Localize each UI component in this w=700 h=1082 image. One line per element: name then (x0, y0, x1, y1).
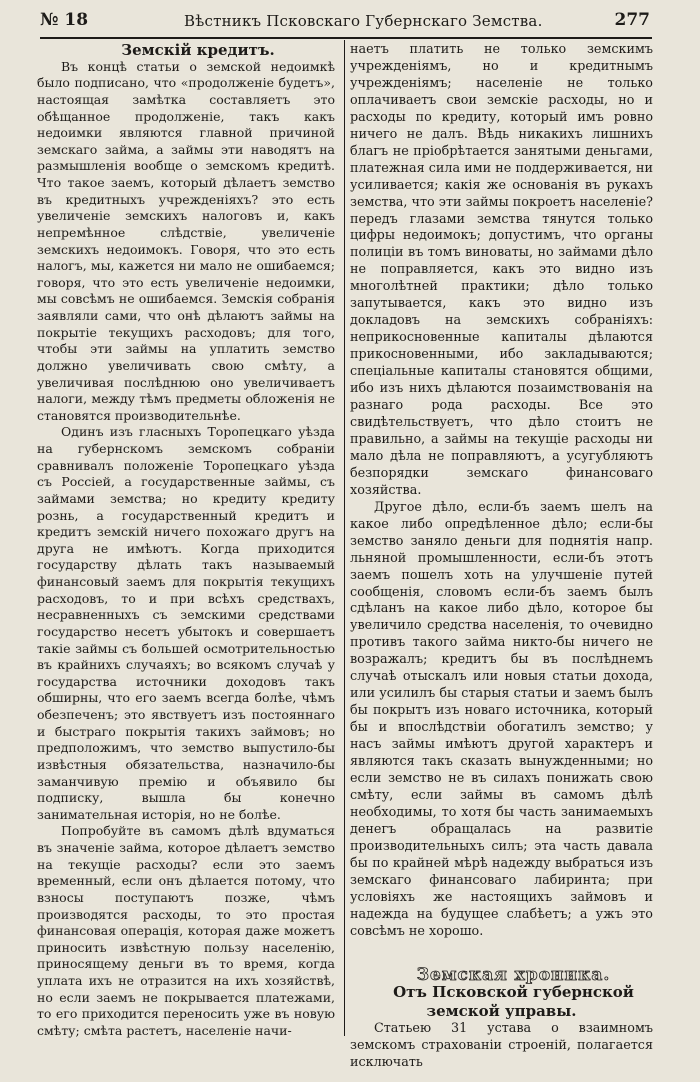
article-paragraph: Другое дѣло, если-бъ заемъ шелъ на какое либо опредѣленное дѣло; если-бы земство заняло деньги для поднятія напр. льняной промышленности, если-бъ этотъ заемъ пошелъ хоть на улучшеніе путей сообщенія, словомъ если-бъ заемъ былъ сдѣланъ на какое либо дѣло, которое бы увеличило средства населенія, то очевидно противъ такого займа никто-бы ничего не возражалъ; кредитъ бы въ послѣднемъ случаѣ отыскалъ или новыя статьи дохода, или усилилъ бы старыя статьи и заемъ былъ бы покрытъ изъ новаго источника, который бы и впослѣдствіи обогатилъ земство; у насъ займы имѣютъ другой характеръ и являются такъ сказать вынужденными; но если земство не въ силахъ понижать свою смѣту, если займы въ самомъ дѣлѣ необходимы, то хотя бы часть занимаемыхъ денегъ обращалась на развитіе производительныхъ силъ; эта часть давала бы по крайней мѣрѣ надежду выбраться изъ земскаго финансоваго лабиринта; при условіяхъ же настоящихъ займовъ и надежда на будущее слабѣетъ; а ужъ это совсѣмъ не хорошо. (350, 499, 653, 939)
article-paragraph: Статьею 31 устава о взаимномъ земскомъ страхованіи строеній, полагается исключать (350, 1021, 653, 1071)
page-number: 277 (614, 10, 650, 30)
journal-title: Вѣстникъ Псковскаго Губернскаго Земства. (184, 12, 543, 30)
article-paragraph: Попробуйте въ самомъ дѣлѣ вдуматься въ значеніе займа, которое дѣлаетъ земство на текущіе расходы? если это заемъ временный, если онъ дѣлается потому, что взносы поступаютъ позже, чѣмъ производятся расходы, то это простая финансовая операція, которая даже можетъ приносить извѣстную пользу населенію, приносящему деньги въ то время, когда уплата ихъ не отразится на ихъ хозяйствѣ, но если заемъ не покрывается платежами, то его приходится переносить уже въ новую смѣту; смѣта растетъ, населеніе начи- (37, 823, 335, 1038)
section-gap (350, 941, 653, 967)
article-title: Земскій кредитъ. (121, 41, 275, 59)
right-column (350, 42, 653, 1072)
header-rule (40, 37, 652, 39)
article-paragraph: Одинъ изъ гласныхъ Торопецкаго уѣзда на губернскомъ земскомъ собраніи сравнивалъ положеніе Торопецкаго уѣзда съ Россіей, а государственные займы, съ займами земства; но кредиту кредиту рознь, а государственный кредитъ и кредитъ земскій ничего похожаго другъ на друга не имѣютъ. Когда приходится государству дѣлать такъ называемый финансовый заемъ для покрытія текущихъ расходовъ, то и при всѣхъ средствахъ, несравненныхъ съ земскими средствами государство несетъ убытокъ и совершаетъ такіе займы съ большей осмотрительностью въ крайнихъ случаяхъ; во всякомъ случаѣ у государства источники доходовъ такъ обширны, что его заемъ всегда болѣе, чѣмъ обезпеченъ; это явствуетъ изъ постояннаго и быстраго покрытія такихъ займовъ; но предположимъ, что земство выпустило-бы извѣстныя обязательства, назначило-бы заманчивую премію и объявило бы подписку, вышла бы конечно занимательная исторія, но не болѣе. (37, 424, 335, 822)
article-paragraph: наетъ платить не только земскимъ учрежденіямъ, но и кредитнымъ учрежденіямъ; населеніе не только оплачиваетъ свои земскіе расходы, но и расходы по кредиту, который имъ ровно ничего не далъ. Вѣдь никакихъ лишнихъ благъ не пріобрѣтается занятыми деньгами, платежная сила ими не поддерживается, ни усиливается; какія же основанія въ рукахъ земства, что эти займы покроетъ населеніе? передъ глазами земства тянутся только цифры недоимокъ; допустимъ, что органы полиціи въ томъ виноваты, но займами дѣло не поправляется, какъ это видно изъ многолѣтней практики; дѣло только запутывается, какъ это видно изъ докладовъ на земскихъ собраніяхъ: неприкосновенные капиталы дѣлаются прикосновенными, ибо закладываются; спеціальные капиталы становятся общими, ибо изъ нихъ дѣлаются позаимствованія на разнаго рода расходы. Все это свидѣтельствуетъ, что дѣло стоитъ не правильно, а займы на текущіе расходы ни мало дѣла не поправляютъ, а усугубляютъ безпорядки земскаго финансоваго хозяйства. (350, 42, 653, 498)
left-column (37, 42, 335, 1040)
column-divider (344, 40, 345, 1036)
chronicle-subheading: Отъ Псковской губернской земской управы. (393, 983, 634, 1021)
article-paragraph: Въ концѣ статьи о земской недоимкѣ было подписано, что «продолженіе будетъ», настоящая замѣтка составляетъ это обѣщанное продолженіе, такъ какъ недоимки являются главной причиной земскаго займа, а займы эти наводятъ на размышленія вообще о земскомъ кредитѣ. Что такое заемъ, который дѣлаетъ земство въ кредитныхъ учрежденіяхъ? это есть увеличеніе земскихъ налоговъ и, какъ непремѣнное слѣдствіе, увеличеніе земскихъ недоимокъ. Говоря, что это есть налогъ, мы, кажется ни мало не ошибаемся; говоря, что это есть увеличеніе недоимки, мы совсѣмъ не ошибаемся. Земскія собранія заявляли сами, что онѣ дѣлаютъ займы на покрытіе текущихъ расходовъ; для того, чтобы эти займы на уплатить земство должно увеличивать свою смѣту, а увеличивая послѣднюю оно увеличиваетъ налоги, между тѣмъ предметы обложенія не становятся производительнѣе. (37, 58, 335, 423)
chronicle-heading: Земская хроника. (416, 964, 611, 985)
page-header (38, 6, 652, 34)
issue-number: № 18 (40, 10, 89, 30)
